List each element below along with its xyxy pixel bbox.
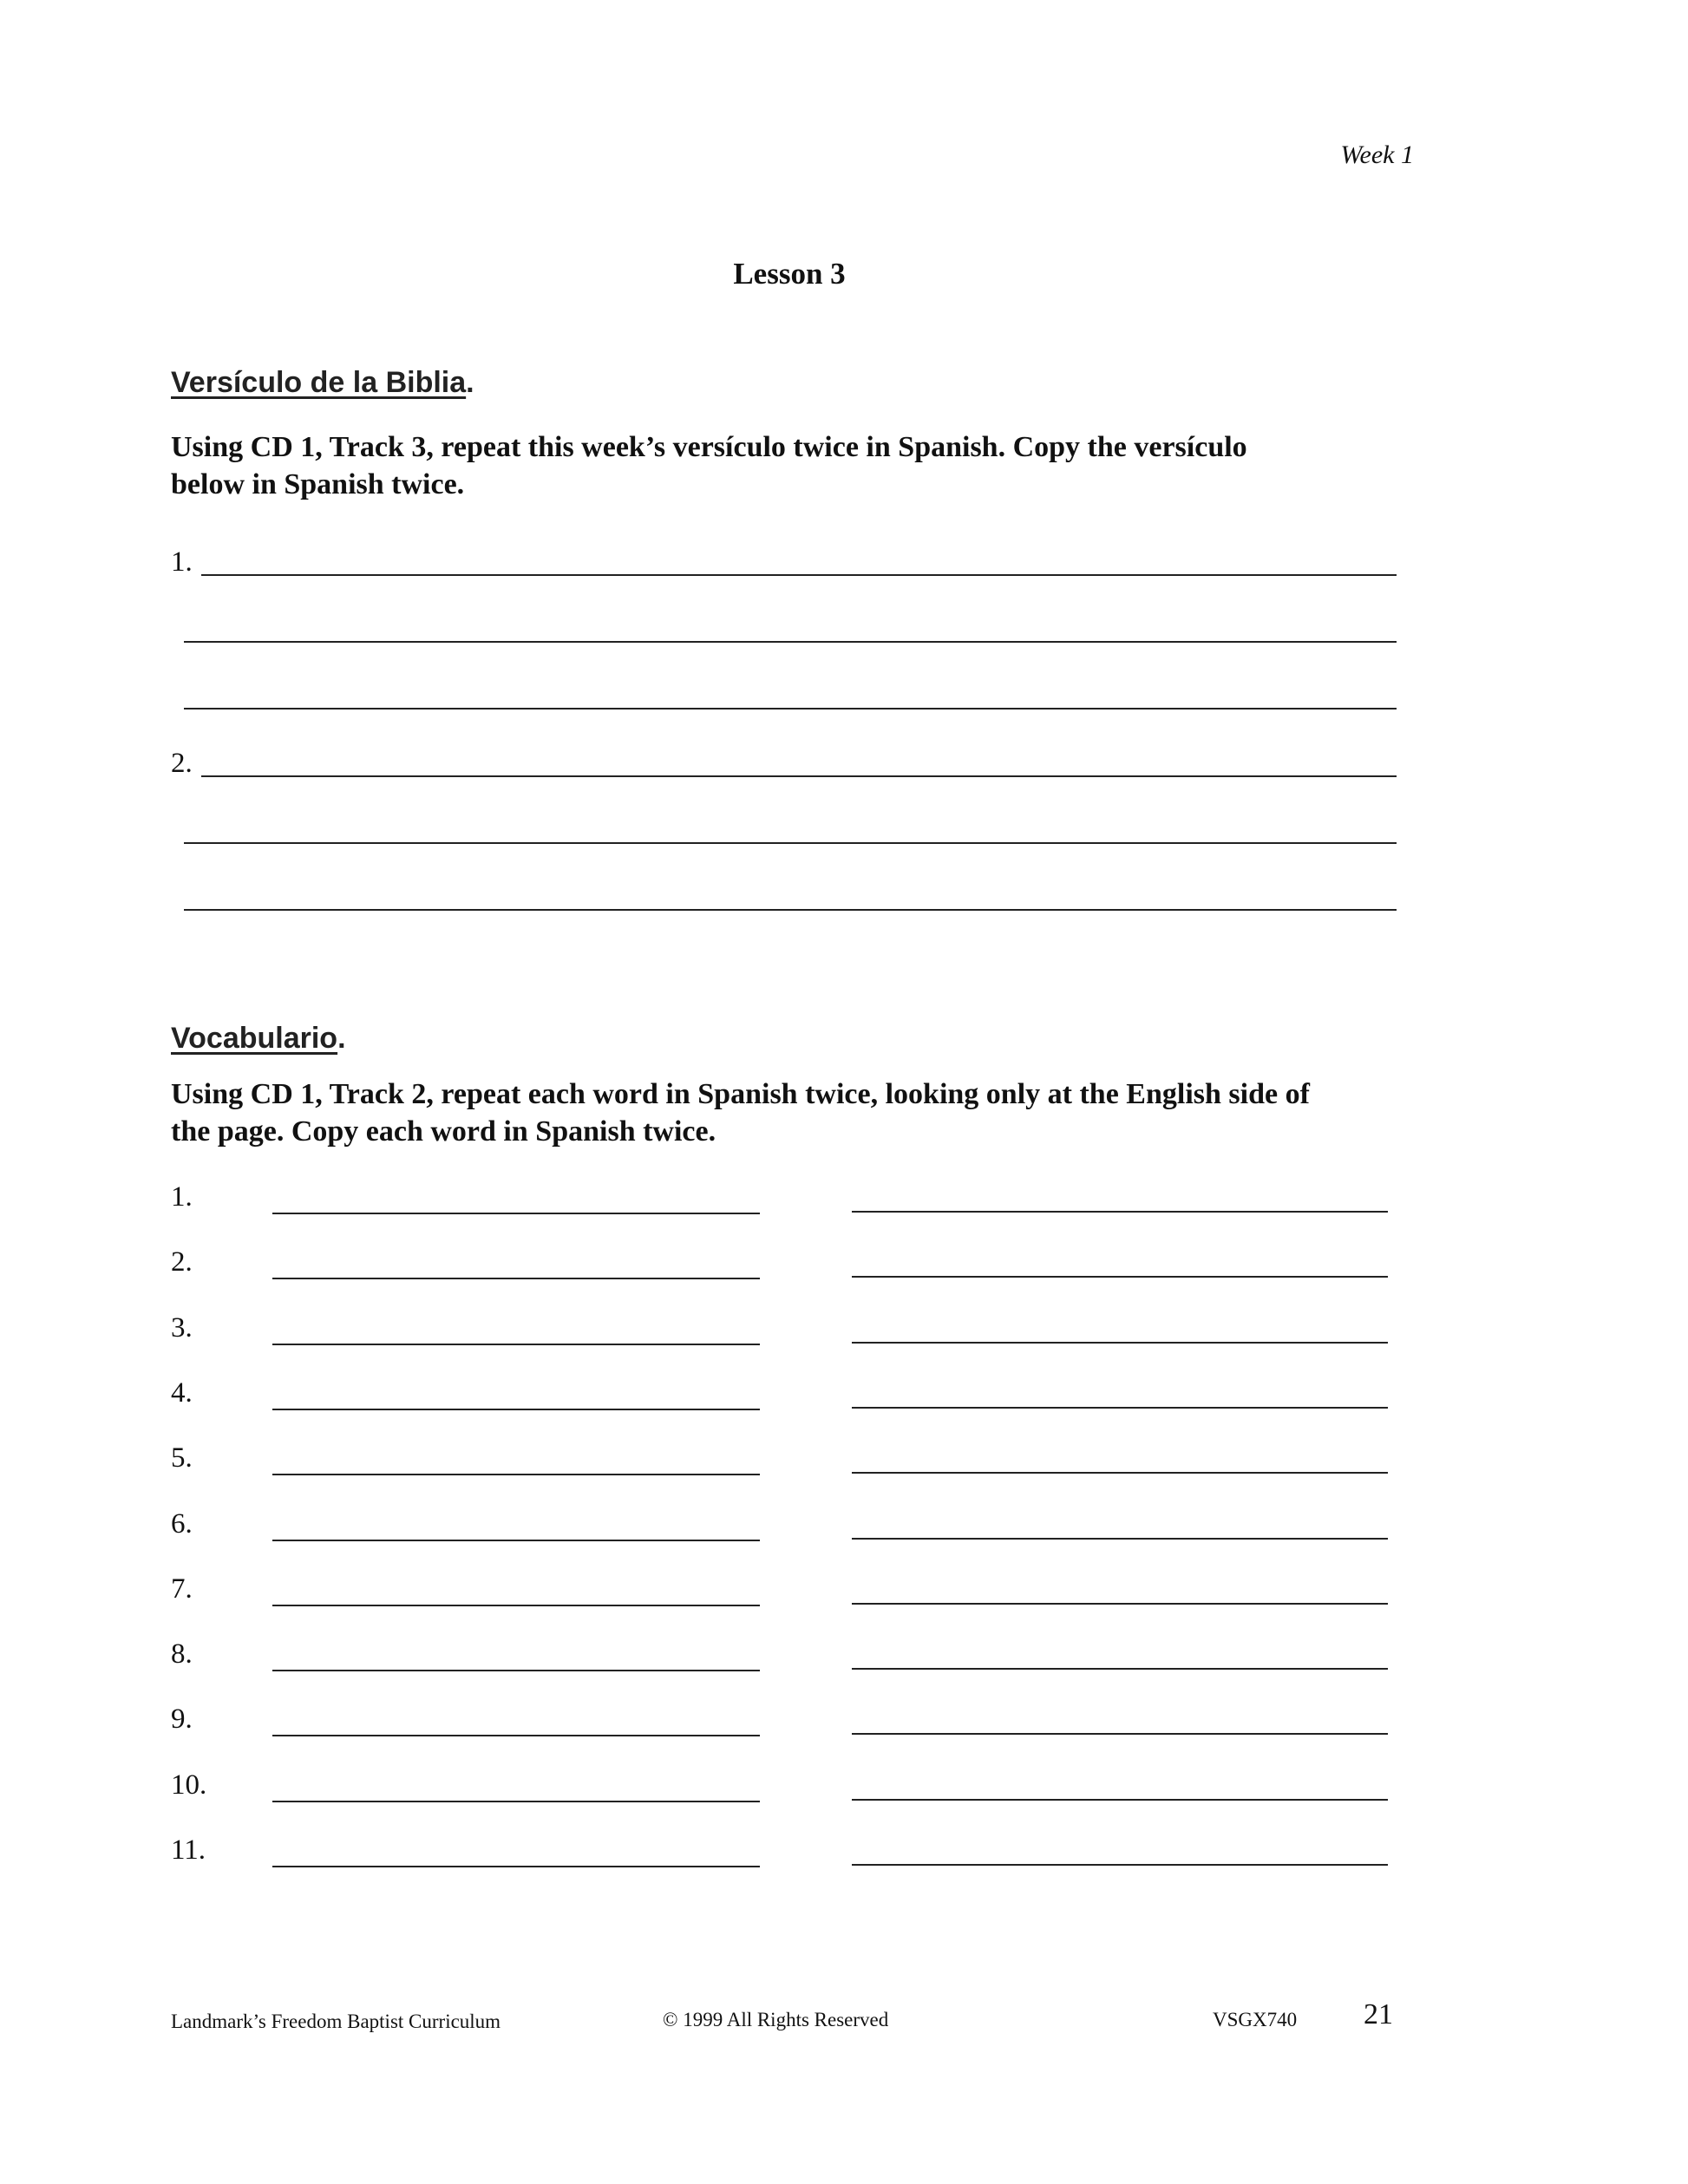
vocabulary-number: 8.: [171, 1638, 193, 1670]
section-heading-vocabulario-text: Vocabulario: [171, 1022, 338, 1055]
versiculo-instructions-line2: below in Spanish twice.: [171, 468, 465, 500]
vocabulary-write-line-right[interactable]: [852, 1603, 1388, 1605]
vocabulary-number: 9.: [171, 1703, 193, 1735]
vocabulary-number: 11.: [171, 1834, 206, 1866]
versiculo-write-line[interactable]: [201, 775, 1397, 777]
vocabulary-number: 4.: [171, 1377, 193, 1409]
versiculo-number-2: 2.: [171, 748, 193, 779]
vocabulary-write-line-right[interactable]: [852, 1799, 1388, 1801]
section-heading-vocabulario: [171, 1022, 346, 1056]
footer-copyright: © 1999 All Rights Reserved: [663, 2009, 889, 2030]
section-heading-versiculo-period: .: [466, 366, 474, 399]
vocabulary-number: 3.: [171, 1312, 193, 1344]
vocabulary-write-line-left[interactable]: [272, 1278, 760, 1279]
vocabulary-number: 2.: [171, 1246, 193, 1278]
versiculo-instructions: [171, 428, 1403, 503]
vocabulary-write-line-right[interactable]: [852, 1342, 1388, 1344]
vocabulary-write-line-left[interactable]: [272, 1801, 760, 1802]
vocabulary-write-line-left[interactable]: [272, 1474, 760, 1475]
versiculo-write-line[interactable]: [184, 708, 1397, 709]
vocabulary-write-line-right[interactable]: [852, 1538, 1388, 1540]
vocabulario-instructions-line2: the page. Copy each word in Spanish twice.: [171, 1115, 716, 1148]
vocabulary-write-line-right[interactable]: [852, 1211, 1388, 1213]
vocabulary-write-line-left[interactable]: [272, 1605, 760, 1606]
vocabulario-instructions: [171, 1076, 1403, 1150]
vocabulary-number: 5.: [171, 1442, 193, 1474]
lesson-title: Lesson 3: [733, 257, 846, 291]
vocabulary-number: 10.: [171, 1769, 207, 1801]
section-heading-versiculo: [171, 366, 474, 400]
vocabulary-number: 6.: [171, 1508, 193, 1540]
vocabulary-write-line-right[interactable]: [852, 1668, 1388, 1670]
vocabulary-write-line-left[interactable]: [272, 1213, 760, 1214]
vocabulario-instructions-line1: Using CD 1, Track 2, repeat each word in Spanish twice, looking only at the English side of: [171, 1078, 1310, 1110]
vocabulary-write-line-right[interactable]: [852, 1407, 1388, 1409]
footer-code: VSGX740: [1213, 2009, 1298, 2030]
week-label: Week 1: [1340, 141, 1414, 169]
versiculo-write-line[interactable]: [184, 842, 1397, 844]
page-number: 21: [1364, 1998, 1393, 2030]
vocabulary-write-line-left[interactable]: [272, 1735, 760, 1736]
versiculo-number-1: 1.: [171, 546, 193, 578]
versiculo-write-line[interactable]: [184, 641, 1397, 643]
section-heading-versiculo-text: Versículo de la Biblia: [171, 366, 467, 399]
vocabulary-write-line-left[interactable]: [272, 1540, 760, 1541]
versiculo-instructions-line1: Using CD 1, Track 3, repeat this week’s versículo twice in Spanish. Copy the versículo: [171, 431, 1247, 463]
versiculo-write-line[interactable]: [184, 909, 1397, 911]
vocabulary-number: 7.: [171, 1573, 193, 1605]
vocabulary-write-line-right[interactable]: [852, 1864, 1388, 1866]
vocabulary-write-line-left[interactable]: [272, 1344, 760, 1345]
footer-curriculum: Landmark’s Freedom Baptist Curriculum: [171, 2011, 501, 2032]
vocabulary-write-line-left[interactable]: [272, 1866, 760, 1867]
vocabulary-write-line-right[interactable]: [852, 1276, 1388, 1278]
vocabulary-write-line-left[interactable]: [272, 1670, 760, 1671]
vocabulary-write-line-left[interactable]: [272, 1409, 760, 1410]
section-heading-vocabulario-period: .: [337, 1022, 346, 1055]
vocabulary-write-line-right[interactable]: [852, 1472, 1388, 1474]
vocabulary-number: 1.: [171, 1181, 193, 1213]
vocabulary-write-line-right[interactable]: [852, 1733, 1388, 1735]
versiculo-write-line[interactable]: [201, 574, 1397, 576]
